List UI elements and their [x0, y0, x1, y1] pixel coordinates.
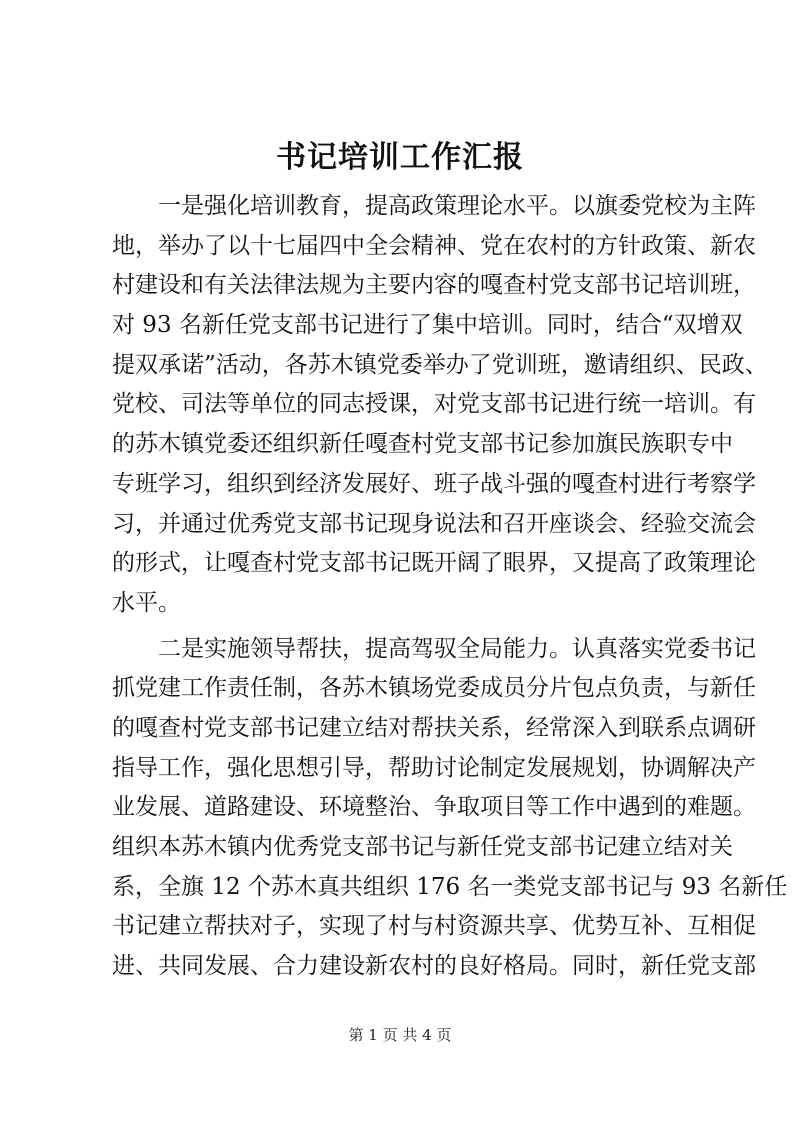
paragraph-line: 的嘎查村党支部书记建立结对帮扶关系，经常深入到联系点调研 [112, 714, 756, 741]
paragraph-line: 进、共同发展、合力建设新农村的良好格局。同时，新任党支部 [112, 953, 756, 980]
paragraph-line: 的形式，让嘎查村党支部书记既开阔了眼界，又提高了政策理论 [112, 550, 756, 577]
paragraph-line: 指导工作，强化思想引导，帮助讨论制定发展规划，协调解决产 [112, 754, 756, 781]
paragraph-line: 抓党建工作责任制，各苏木镇场党委成员分片包点负责，与新任 [112, 675, 756, 702]
paragraph-2 [112, 630, 788, 987]
paragraph-line: 组织本苏木镇内优秀党支部书记与新任党支部书记建立结对关 [112, 834, 733, 860]
paragraph-line: 业发展、道路建设、环境整治、争取项目等工作中遇到的难题。 [112, 794, 756, 821]
paragraph-line: 二是实施领导帮扶，提高驾驭全局能力。认真落实党委书记 [158, 635, 756, 662]
paragraph-line: 系，全旗 12 个苏木真共组织 176 名一类党支部书记与 93 名新任 [112, 873, 788, 900]
paragraph-line: 的苏木镇党委还组织新任嘎查村党支部书记参加旗民族职专中 [112, 431, 733, 458]
paragraph-line: 专班学习，组织到经济发展好、班子战斗强的嘎查村进行考察学 [112, 470, 756, 497]
paragraph-line: 一是强化培训教育，提高政策理论水平。以旗委党校为主阵 [158, 193, 756, 219]
paragraph-line: 对 93 名新任党支部书记进行了集中培训。同时，结合“双增双 [112, 312, 743, 339]
paragraph-line: 书记建立帮扶对子，实现了村与村资源共享、优势互补、互相促 [112, 913, 756, 940]
paragraph-line: 提双承诺”活动，各苏木镇党委举办了党训班，邀请组织、民政、 [112, 351, 768, 378]
document-body [112, 187, 788, 987]
page-footer: 第 1 页 共 4 页 [348, 1026, 452, 1044]
paragraph-line: 习，并通过优秀党支部书记现身说法和召开座谈会、经验交流会 [112, 510, 756, 537]
paragraph-line: 党校、司法等单位的同志授课，对党支部书记进行统一培训。有 [112, 391, 756, 418]
paragraph-1 [112, 187, 768, 624]
paragraph-line: 地，举办了以十七届四中全会精神、党在农村的方针政策、新农 [112, 232, 756, 259]
document-title: 书记培训工作汇报 [276, 140, 524, 175]
paragraph-line: 水平。 [112, 589, 181, 616]
paragraph-line: 村建设和有关法律法规为主要内容的嘎查村党支部书记培训班， [112, 272, 756, 299]
